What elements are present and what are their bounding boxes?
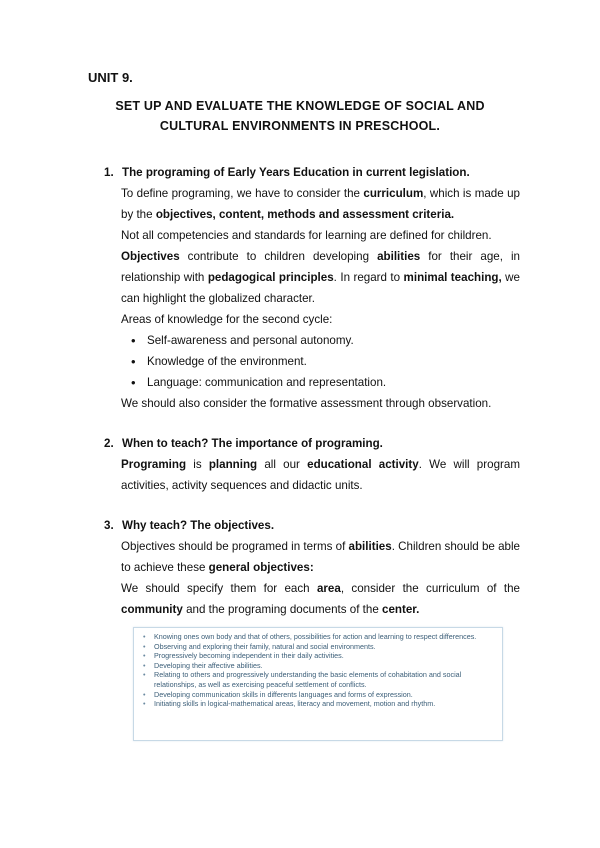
section-3-number: 3. [104,519,114,532]
list-item: • Knowing ones own body and that of others, possibilities for action and learning to respect differences. [142,632,496,642]
text: , which is made up by the [121,187,520,221]
list-item: • Relating to others and progressively understanding the basic elements of cohabitation and social relationships, as well as exercising peaceful settlement of conflicts. [142,670,496,689]
bold-text: general objectives: [208,561,314,574]
section-2-title: When to teach? The importance of programing. [122,437,383,450]
title-line-1: SET UP AND EVALUATE THE KNOWLEDGE OF SOCIAL AND [115,99,485,113]
text: contribute to children developing [179,250,378,263]
bold-text: educational activity [307,458,419,471]
list-item: • Observing and exploring their family, natural and social environments. [142,642,496,652]
section-2-body [104,454,520,496]
bold-text: minimal teaching, [403,271,502,284]
paragraph [121,183,520,225]
page-title [60,96,540,136]
bold-text: abilities [348,540,392,553]
bold-text: community [121,603,183,616]
text: . Children should be able to achieve these [121,540,520,574]
bold-text: area [316,582,341,595]
bold-text: curriculum [363,187,424,200]
text: Objectives should be programed in terms of [121,540,349,553]
text: for their age, in relationship with [121,250,521,284]
list-item: • Developing communication skills in differents languages and forms of expression. [142,690,496,700]
title-line-2: CULTURAL ENVIRONMENTS IN PRESCHOOL. [159,119,441,133]
general-objectives-box [133,627,503,741]
paragraph: We should also consider the formative assessment through observation. [121,397,492,410]
paragraph: Not all competencies and standards for learning are defined for children. [121,229,492,242]
list-item: • Developing their affective abilities. [142,661,496,671]
text: and the programing documents of the [182,603,382,616]
text: we can highlight the globalized character. [121,271,520,305]
paragraph: Areas of knowledge for the second cycle: [121,313,333,326]
text: , consider the curriculum of the [340,582,520,595]
bold-text: pedagogical principles [207,271,334,284]
text: . We will program activities, activity sequences and didactic units. [121,458,520,492]
bold-text: Programing [121,458,187,471]
list-item: • Language: communication and representation. [121,372,520,393]
list-item: • Progressively becoming independent in their daily activities. [142,651,496,661]
section-3-body [104,536,520,620]
section-2-number: 2. [104,437,114,450]
list-item: • Knowledge of the environment. [121,351,520,372]
text: . In regard to [333,271,404,284]
text: all our [257,458,308,471]
section-3-heading [104,515,520,536]
unit-label: UNIT 9. [88,70,133,85]
section-2-heading [104,433,520,454]
text: We should specify them for each [121,582,317,595]
objectives-list [134,628,502,709]
section-1-number: 1. [104,166,114,179]
section-1-body [104,183,520,414]
section-2 [104,433,520,496]
bold-text: center. [382,603,420,616]
section-1-title: The programing of Early Years Education in current legislation. [122,166,470,179]
list-item: • Initiating skills in logical-mathematical areas, literacy and movement, motion and rhythm. [142,699,496,709]
text: To define programing, we have to consider the [121,187,364,200]
paragraph [121,536,520,578]
bold-text: objectives, content, methods and assessment criteria. [155,208,455,221]
bold-text: Objectives [121,250,180,263]
paragraph [121,246,520,309]
section-1-heading [104,162,520,183]
section-3-title: Why teach? The objectives. [122,519,275,532]
bold-text: abilities [377,250,421,263]
section-1 [104,162,520,414]
text: is [186,458,209,471]
list-item: • Self-awareness and personal autonomy. [121,330,520,351]
section-3 [104,515,520,620]
bold-text: planning [208,458,258,471]
areas-list [121,330,520,393]
paragraph [121,578,520,620]
